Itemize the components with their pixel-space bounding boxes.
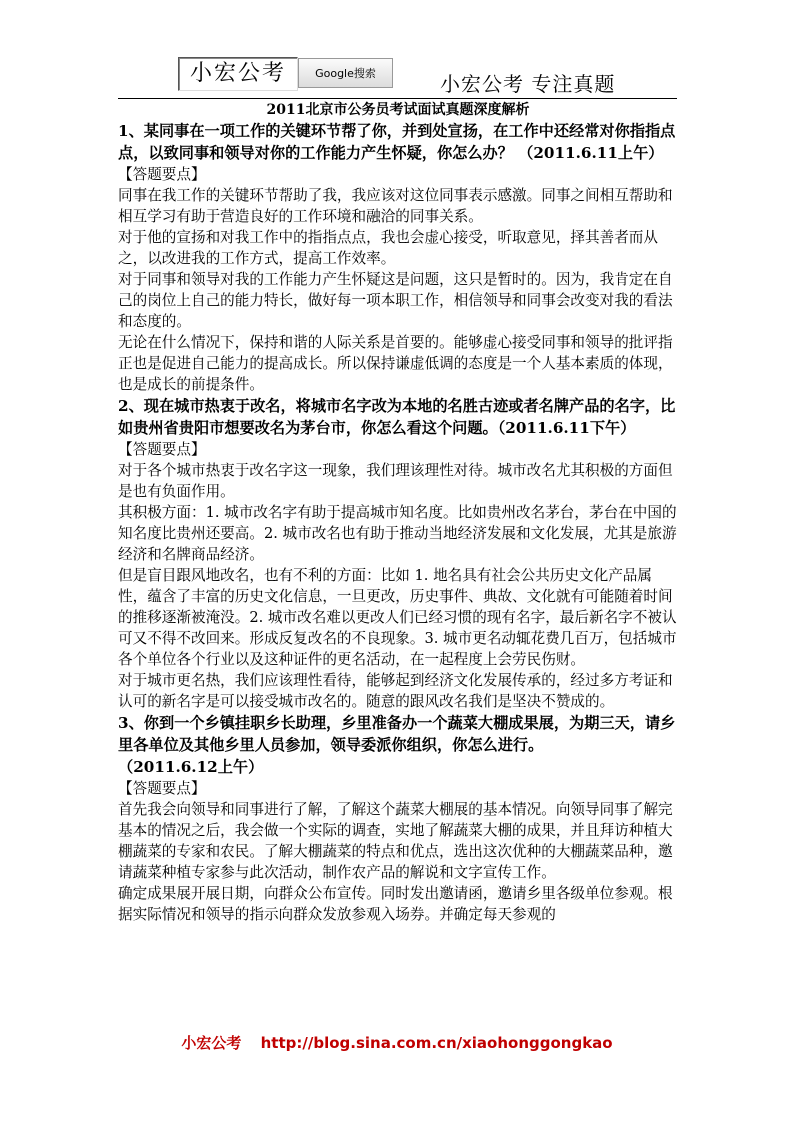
question-3-date: （2011.6.12上午） [118, 758, 264, 776]
answer-paragraph: 对于各个城市热衷于改名字这一现象，我们理该理性对待。城市改名尤其积极的方面但是也有负面作用。 [118, 462, 673, 500]
answer-paragraph: 确定成果展开展日期，向群众公布宣传。同时发出邀请函，邀请乡里各级单位参观。根据实际情况和领导的指示向群众发放参观入场券。并确定每天参观的 [118, 885, 673, 923]
question-1 [118, 120, 678, 395]
document-title: 2011北京市公务员考试面试真题深度解析 [266, 102, 530, 118]
answer-paragraph: 无论在什么情况下，保持和谐的人际关系是首要的。能够虚心接受同事和领导的批评指正也是促进自己能力的提高成长。所以保持谦虚低调的态度是一个人基本素质的体现，也是成长的前提条件。 [118, 334, 673, 393]
google-search-button[interactable]: Google搜索 [298, 58, 393, 88]
answer-label: 【答题要点】 [118, 166, 206, 183]
document-body [118, 100, 678, 925]
footer-site-name: 小宏公考 [181, 1034, 242, 1052]
answer-paragraph: 但是盲目跟风地改名，也有不利的方面：比如 1. 地名具有社会公共历史文化产品属性，蕴含了丰富的历史文化信息，一旦更改，历史事件、典故、文化就有可能随着时间的推移逐渐被淹没。2. 城市改名难以更改人们已经习惯的现有名字，最后新名字不被认可又不得不改回来。形成反复改名的不良现象。3. 城市更名动辄花费几百万，包括城市各个单位各个行业以及这种证件的更名活动，在一起程度上会劳民伤财。 [118, 567, 677, 668]
footer-blog-link[interactable]: http://blog.sina.com.cn/xiaohonggongkao [260, 1034, 613, 1052]
question-2-text: 2、现在城市热衷于改名，将城市名字改为本地的名胜古迹或者名牌产品的名字，比如贵州省贵阳市想要改名为茅台市，你怎么看这个问题。（2011.6.11下午） [118, 397, 676, 437]
page-header [0, 0, 794, 100]
answer-label: 【答题要点】 [118, 780, 206, 797]
answer-paragraph: 对于城市更名热，我们应该理性看待，能够起到经济文化发展传承的，经过多方考证和认可的新名字是可以接受城市改名的。随意的跟风改名我们是坚决不赞成的。 [118, 672, 673, 710]
answer-label: 【答题要点】 [118, 441, 206, 458]
header-divider [118, 98, 677, 99]
question-2 [118, 395, 678, 712]
answer-paragraph: 同事在我工作的关键环节帮助了我，我应该对这位同事表示感激。同事之间相互帮助和相互学习有助于营造良好的工作环境和融洽的同事关系。 [118, 187, 673, 225]
site-logo[interactable]: 小宏公考 [178, 57, 298, 91]
answer-paragraph: 对于他的宣扬和对我工作中的指指点点，我也会虚心接受，听取意见，择其善者而从之，以改进我的工作方式，提高工作效率。 [118, 229, 658, 267]
answer-paragraph: 首先我会向领导和同事进行了解，了解这个蔬菜大棚展的基本情况。向领导同事了解完基本的情况之后，我会做一个实际的调查，实地了解蔬菜大棚的成果，并且拜访种植大棚蔬菜的专家和农民。了解大棚蔬菜的特点和优点，选出这次优种的大棚蔬菜品种，邀请蔬菜种植专家参与此次活动，制作农产品的解说和文字宣传工作。 [118, 801, 673, 881]
question-3 [118, 712, 678, 925]
question-1-text: 1、某同事在一项工作的关键环节帮了你，并到处宣扬，在工作中还经常对你指指点点，以致同事和领导对你的工作能力产生怀疑，你怎么办？ （2011.6.11上午） [118, 122, 676, 162]
page-footer [0, 1032, 794, 1053]
site-tagline: 小宏公考 专注真题 [440, 72, 616, 96]
answer-paragraph: 其积极方面：1. 城市改名字有助于提高城市知名度。比如贵州改名茅台，茅台在中国的知名度比贵州还要高。2. 城市改名也有助于推动当地经济发展和文化发展，尤其是旅游经济和名牌商品经济。 [118, 504, 677, 563]
question-3-text: 3、你到一个乡镇挂职乡长助理，乡里准备办一个蔬菜大棚成果展，为期三天，请乡里各单位及其他乡里人员参加，领导委派你组织，你怎么进行。 [118, 714, 676, 754]
answer-paragraph: 对于同事和领导对我的工作能力产生怀疑这是问题，这只是暂时的。因为，我肯定在自己的岗位上自己的能力特长，做好每一项本职工作，相信领导和同事会改变对我的看法和态度的。 [118, 271, 673, 330]
